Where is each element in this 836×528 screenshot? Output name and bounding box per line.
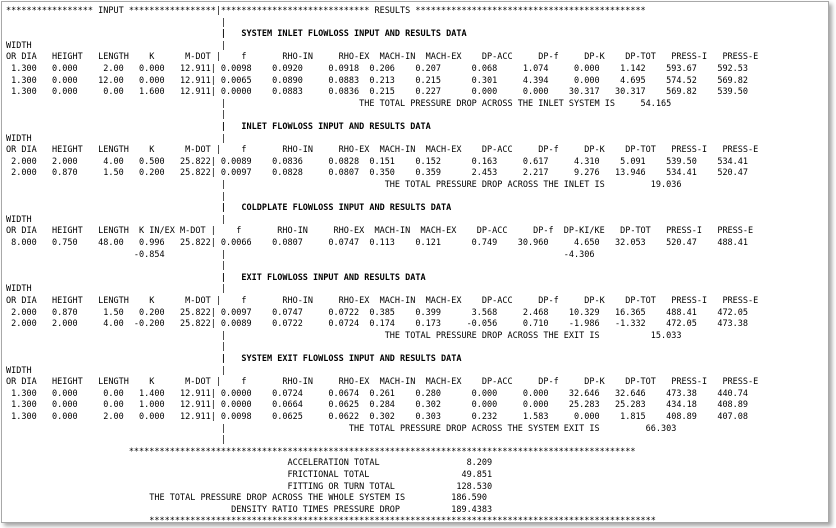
report-line: 8.000 0.750 48.00 0.996 25.822| 0.0066 0.0807 0.0747 0.113 0.121 0.749 30.960 4.650 32.053 520.47 488.41	[6, 238, 749, 248]
report-line: 2.000 0.870 1.50 0.200 25.822| 0.0097 0.0828 0.0807 0.350 0.359 2.453 2.217 9.276 13.946 534.41 520.47	[6, 168, 749, 179]
report-line: 1.300 0.000 0.00 1.000 12.911| 0.0000 0.0664 0.0625 0.284 0.302 0.000 0.000 25.283 25.283 434.18 408.89	[6, 400, 749, 411]
report-line: | THE TOTAL PRESSURE DROP ACROSS THE INLET IS 19.036	[6, 180, 682, 190]
report-line: | THE TOTAL PRESSURE DROP ACROSS THE INLET SYSTEM IS 54.165	[6, 98, 672, 109]
report-line: |	[6, 261, 227, 272]
report-line: OR DIA HEIGHT LENGTH K M-DOT | f RHO-IN RHO-EX MACH-IN MACH-EX DP-ACC DP-f DP-K DP-TOT PRESS-I PRESS-E	[6, 296, 759, 306]
report-line: 2.000 2.000 4.00 0.500 25.822| 0.0089 0.0836 0.0828 0.151 0.152 0.163 0.617 4.310 5.091 539.50 534.41	[6, 156, 749, 167]
report-line: 2.000 0.870 1.50 0.200 25.822| 0.0097 0.0747 0.0722 0.385 0.399 3.568 2.468 10.329 16.365 488.41 472.05	[6, 307, 749, 318]
report-line: OR DIA HEIGHT LENGTH K IN/EX M-DOT | f RHO-IN RHO-EX MACH-IN MACH-EX DP-ACC DP-f DP-KI/KE DP-TOT PRESS-I PRESS-E	[6, 226, 754, 237]
report-line: | COLDPLATE FLOWLOSS INPUT AND RESULTS DATA	[6, 203, 452, 214]
report-line: WIDTH |	[6, 214, 227, 225]
report-line: ACCELERATION TOTAL 8.209	[6, 458, 493, 469]
report-line: | SYSTEM INLET FLOWLOSS INPUT AND RESULTS DATA	[6, 29, 467, 40]
report-line: |	[6, 435, 227, 446]
report-line: ***************** INPUT *****************|***************************** RESULTS *********************************************	[6, 6, 646, 16]
report-line: |	[6, 191, 227, 202]
report-line: FITTING OR TURN TOTAL 128.530	[6, 481, 493, 492]
report-line: 1.300 0.000 0.00 1.600 12.911| 0.0000 0.0883 0.0836 0.215 0.227 0.000 0.000 30.317 30.317 569.82 539.50	[6, 87, 749, 98]
report-line: |	[6, 342, 227, 353]
report-line: |	[6, 110, 227, 121]
report-line: OR DIA HEIGHT LENGTH K M-DOT | f RHO-IN RHO-EX MACH-IN MACH-EX DP-ACC DP-f DP-K DP-TOT PRESS-I PRESS-E	[6, 377, 759, 388]
report-line: THE TOTAL PRESSURE DROP ACROSS THE WHOLE SYSTEM IS 186.590	[6, 493, 488, 504]
report-line: WIDTH |	[6, 284, 227, 295]
report-line: 1.300 0.000 12.00 0.000 12.911| 0.0065 0.0890 0.0883 0.213 0.215 0.301 4.394 0.000 4.695 574.52 569.82	[6, 75, 749, 86]
report-line: DENSITY RATIO TIMES PRESSURE DROP 189.4383	[6, 504, 493, 515]
report-line: WIDTH |	[6, 365, 227, 376]
report-line: OR DIA HEIGHT LENGTH K M-DOT | f RHO-IN RHO-EX MACH-IN MACH-EX DP-ACC DP-f DP-K DP-TOT PRESS-I PRESS-E	[6, 145, 759, 156]
report-line: WIDTH |	[6, 133, 227, 144]
report-line: 1.300 0.000 2.00 0.000 12.911| 0.0098 0.0625 0.0622 0.302 0.303 0.232 1.583 0.000 1.815 408.89 407.08	[6, 412, 749, 422]
report-line: | EXIT FLOWLOSS INPUT AND RESULTS DATA	[6, 272, 426, 283]
report-line: ***************************************************************************************************	[6, 516, 656, 523]
report-line: 1.300 0.000 0.00 1.400 12.911| 0.0000 0.0724 0.0674 0.261 0.280 0.000 0.000 32.646 32.646 473.38 440.74	[6, 388, 749, 399]
report-line: WIDTH |	[6, 40, 227, 51]
report-line: | THE TOTAL PRESSURE DROP ACROSS THE EXIT IS 15.033	[6, 330, 682, 341]
report-line: |	[6, 17, 227, 28]
report-line: ***************************************************************************************************	[6, 446, 636, 457]
report-line: | SYSTEM EXIT FLOWLOSS INPUT AND RESULTS DATA	[6, 354, 462, 364]
report-line: 2.000 2.000 4.00 -0.200 25.822| 0.0089 0.0722 0.0724 0.174 0.173 -0.056 0.710 -1.986 -1.332 472.05 473.38	[6, 319, 749, 330]
report-line: | THE TOTAL PRESSURE DROP ACROSS THE SYSTEM EXIT IS 66.303	[6, 423, 677, 434]
report-line: FRICTIONAL TOTAL 49.851	[6, 470, 493, 480]
report-line: 1.300 0.000 2.00 0.000 12.911| 0.0098 0.0920 0.0918 0.206 0.207 0.068 1.074 0.000 1.142 593.67 592.53	[6, 64, 749, 74]
report-line: | INLET FLOWLOSS INPUT AND RESULTS DATA	[6, 122, 431, 132]
report-line: OR DIA HEIGHT LENGTH K M-DOT | f RHO-IN RHO-EX MACH-IN MACH-EX DP-ACC DP-f DP-K DP-TOT PRESS-I PRESS-E	[6, 52, 759, 63]
report-line: -0.854 | -4.306	[6, 249, 595, 260]
report-window	[1, 1, 829, 523]
